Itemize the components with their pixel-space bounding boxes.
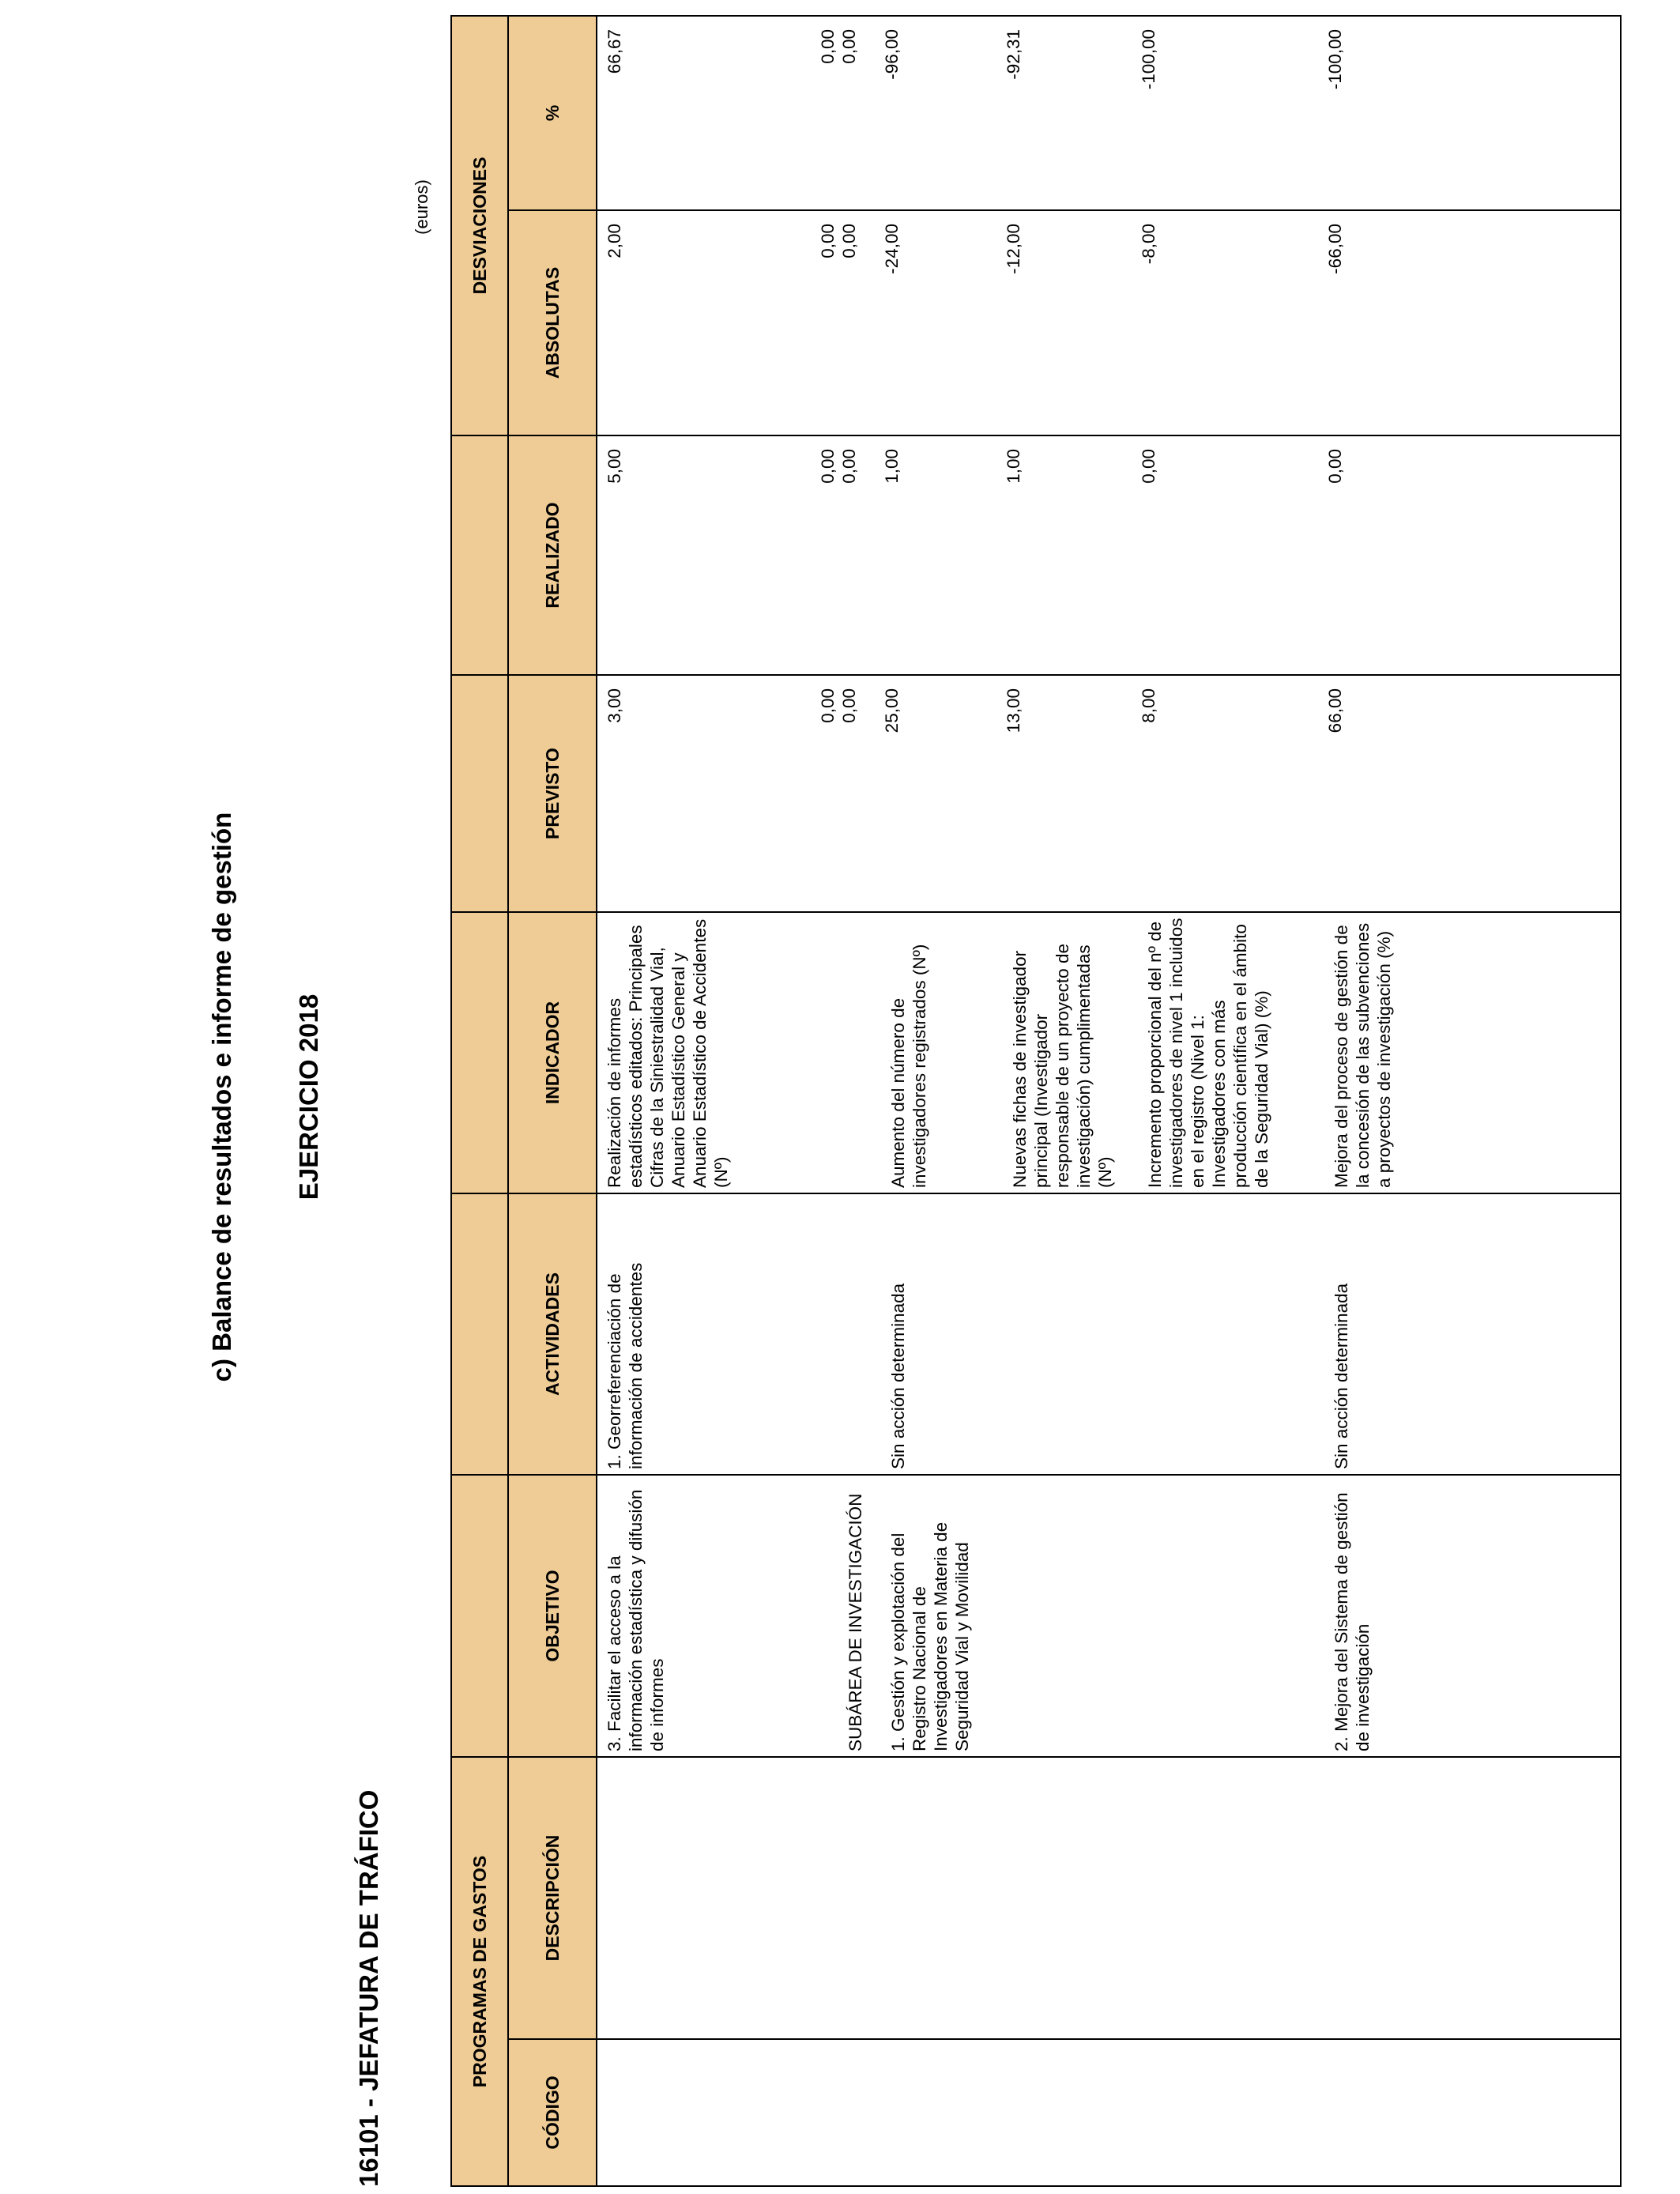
realizado-header: REALIZADO — [508, 435, 597, 675]
descripcion-header: DESCRIPCIÓN — [508, 1757, 597, 2039]
objetivo-entry: SUBÁREA DE INVESTIGACIÓN — [846, 1493, 865, 1751]
absolutas-column — [597, 211, 1620, 435]
pct-value: 0,00 — [818, 28, 838, 64]
pct-value: -92,31 — [1004, 28, 1023, 80]
document-title: c) Balance de resultados e informe de gestión — [207, 812, 236, 1382]
indicador-entry: Realización de informes estadísticos editados: Principales Cifras de la Siniestralidad Vial, Anuario Estadístico General y Anuario Estadístico de Accidentes (Nº) — [605, 918, 731, 1188]
previsto-value: 8,00 — [1139, 688, 1158, 723]
actividad-entry — [1138, 1194, 1324, 1474]
fiscal-year-heading: EJERCICIO 2018 — [294, 993, 323, 1201]
absolutas-value: 0,00 — [818, 224, 838, 258]
indicador-entry: Mejora del proceso de gestión de la concesión de las subvenciones a proyectos de investigación (%) — [1332, 922, 1394, 1188]
objetivo-entry — [817, 1476, 838, 1756]
absolutas-value: -66,00 — [1325, 224, 1345, 274]
realizado-value: 5,00 — [605, 449, 624, 484]
absolutas-value: -12,00 — [1004, 224, 1023, 274]
objetivo-entry: 1. Gestión y explotación del Registro Nacional de Investigadores en Materia de Seguridad Vial y Movilidad — [888, 1521, 972, 1751]
realizado-column — [597, 436, 1620, 674]
pct-value: -100,00 — [1325, 28, 1345, 90]
objetivo-header: OBJETIVO — [508, 1475, 597, 1757]
realizado-value: 1,00 — [882, 449, 902, 484]
pct-value: 66,67 — [605, 28, 624, 74]
previsto-value: 13,00 — [1004, 688, 1023, 733]
codigo-header: CÓDIGO — [508, 2039, 597, 2186]
actividad-entry: Sin acción determinada — [1332, 1283, 1351, 1469]
absolutas-value: -24,00 — [882, 224, 902, 274]
programas-header: PROGRAMAS DE GASTOS — [451, 1757, 508, 2186]
actividad-entry: Sin acción determinada — [888, 1283, 908, 1469]
objetivo-entry: 2. Mejora del Sistema de gestión de investigación — [1332, 1492, 1373, 1751]
previsto-value: 3,00 — [605, 688, 624, 723]
realizado-value: 0,00 — [1325, 449, 1345, 484]
absolutas-value: -8,00 — [1139, 224, 1158, 265]
previsto-value: 0,00 — [839, 688, 859, 723]
previsto-header: PREVISTO — [508, 675, 597, 912]
desviaciones-header: DESVIACIONES — [451, 16, 508, 435]
pct-value: -100,00 — [1139, 28, 1158, 90]
organism-heading: 16101 - JEFATURA DE TRÁFICO — [354, 1789, 383, 2187]
actividades-column — [597, 1194, 1620, 1474]
actividad-entry — [817, 1194, 838, 1474]
pct-header: % — [508, 16, 597, 210]
actividad-entry — [838, 1194, 881, 1474]
pct-column — [597, 17, 1620, 209]
previsto-value: 0,00 — [818, 688, 838, 723]
realizado-value: 0,00 — [818, 449, 838, 484]
previsto-value: 25,00 — [882, 688, 902, 733]
indicador-column — [597, 913, 1620, 1193]
results-table — [450, 15, 1622, 2187]
previsto-value: 66,00 — [1325, 688, 1345, 733]
realizado-value: 0,00 — [1139, 449, 1158, 484]
indicador-entry — [817, 913, 838, 1193]
absolutas-header: ABSOLUTAS — [508, 210, 597, 435]
actividades-header: ACTIVIDADES — [508, 1193, 597, 1475]
objetivo-entry: 3. Facilitar el acceso a la información estadística y difusión de informes — [605, 1489, 667, 1751]
codigo-cell — [597, 2039, 1621, 2186]
previsto-column — [597, 676, 1620, 911]
absolutas-value: 2,00 — [605, 224, 624, 258]
units-label: (euros) — [412, 179, 431, 235]
actividad-entry — [1003, 1194, 1138, 1474]
objetivo-column — [597, 1476, 1620, 1756]
objetivo-entry — [1138, 1476, 1324, 1756]
indicador-entry — [838, 913, 881, 1193]
objetivo-entry — [1003, 1476, 1138, 1756]
pct-value: 0,00 — [839, 28, 859, 64]
descripcion-cell — [597, 1757, 1621, 2039]
indicador-entry: Nuevas fichas de investigador principal (Investigador responsable de un proyecto de investigación) cumplimentadas (Nº) — [1010, 944, 1115, 1188]
realizado-value: 1,00 — [1004, 449, 1023, 484]
absolutas-value: 0,00 — [839, 224, 859, 258]
indicador-header: INDICADOR — [508, 912, 597, 1193]
indicador-entry: Aumento del número de investigadores registrados (Nº) — [888, 944, 929, 1188]
indicador-entry: Incremento proporcional del nº de investigadores de nivel 1 incluidos en el registro (Nivel 1: Investigadores con más producción científica en el ámbito de la Seguridad Vial) (%) — [1145, 918, 1271, 1188]
actividad-entry: 1. Georreferenciación de información de accidentes — [605, 1262, 646, 1469]
realizado-value: 0,00 — [839, 449, 859, 484]
pct-value: -96,00 — [882, 28, 902, 80]
